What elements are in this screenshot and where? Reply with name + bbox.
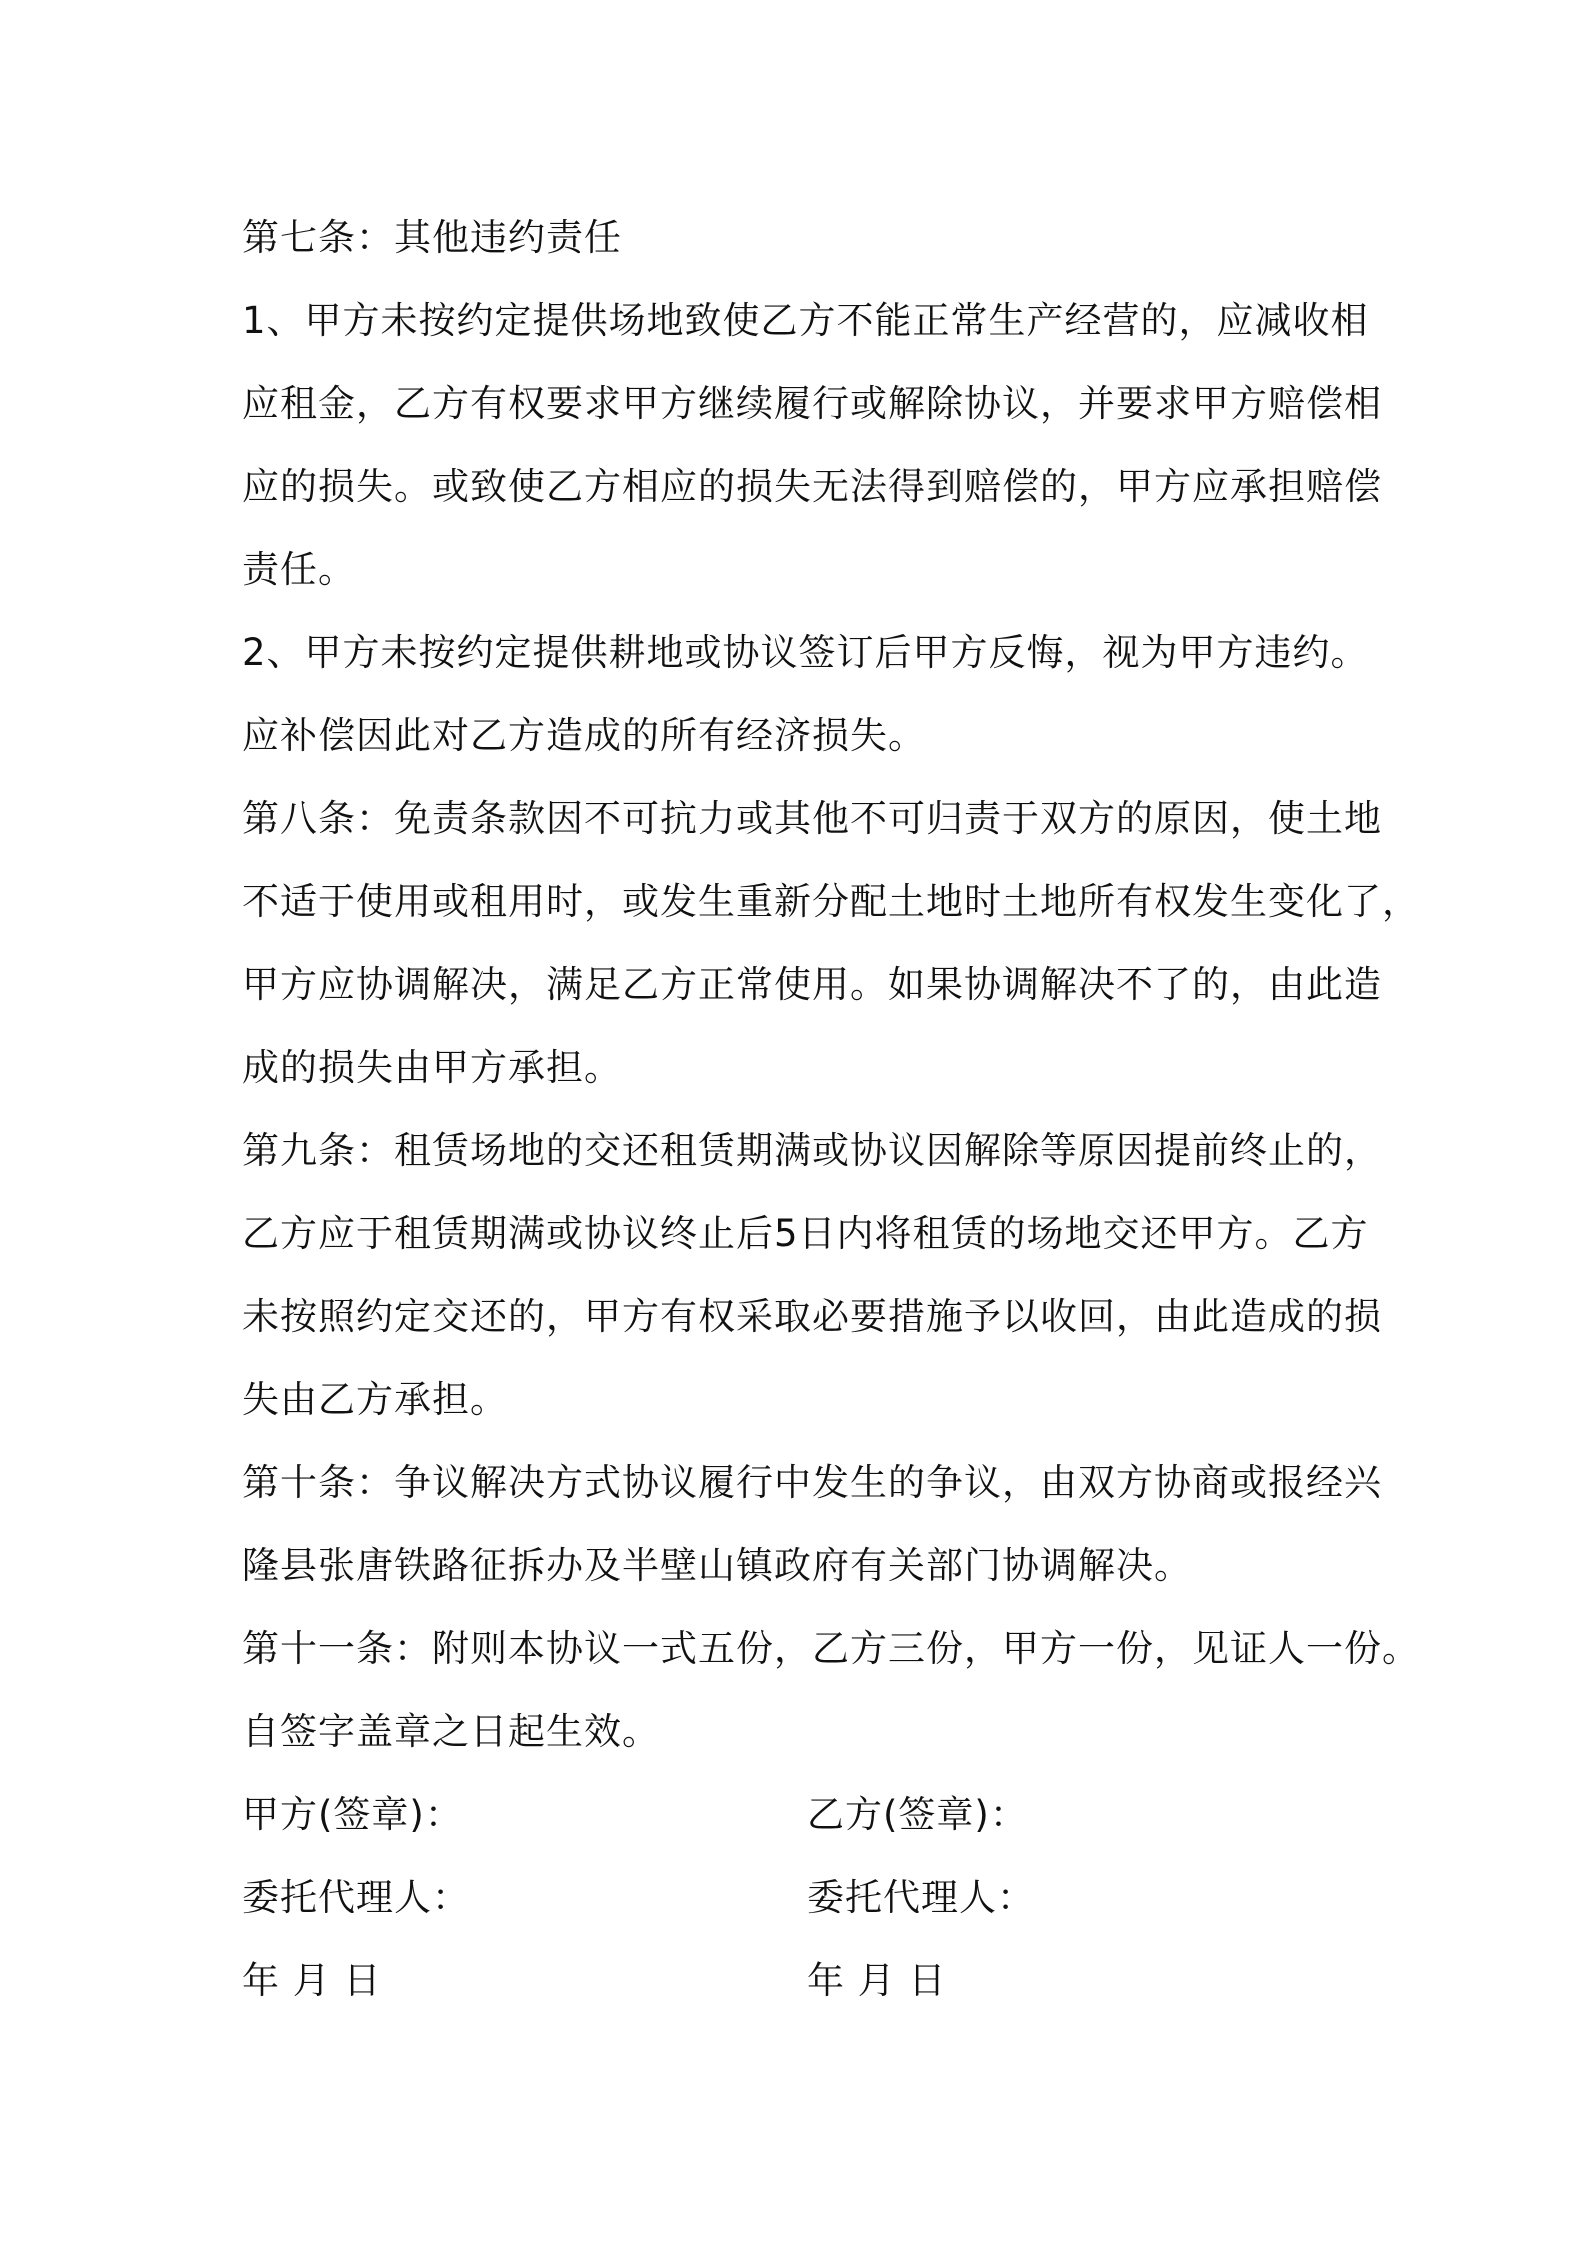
signature-row-agent — [242, 1856, 1362, 1939]
signature-row-party — [242, 1773, 1362, 1856]
party-a-signature-label: 甲方(签章)： — [242, 1793, 463, 1836]
party-b-signature-label: 乙方(签章)： — [807, 1793, 1028, 1836]
party-a-agent-label: 委托代理人： — [242, 1876, 470, 1919]
article-8-line-2: 不适于使用或租用时，或发生重新分配土地时土地所有权发生变化了， — [242, 880, 1420, 923]
article-10-line-2: 隆县张唐铁路征拆办及半壁山镇政府有关部门协调解决。 — [242, 1544, 1192, 1587]
article-9-line-3: 未按照约定交还的，甲方有权采取必要措施予以收回，由此造成的损 — [242, 1295, 1382, 1338]
article-11-line-1: 第十一条：附则本协议一式五份，乙方三份，甲方一份，见证人一份。 — [242, 1627, 1420, 1670]
article-7-heading: 第七条：其他违约责任 — [242, 216, 622, 259]
article-10-line-1: 第十条：争议解决方式协议履行中发生的争议，由双方协商或报经兴 — [242, 1461, 1382, 1504]
article-9-line-2: 乙方应于租赁期满或协议终止后5日内将租赁的场地交还甲方。乙方 — [242, 1212, 1369, 1255]
article-9-line-4: 失由乙方承担。 — [242, 1378, 508, 1421]
party-b-agent-label: 委托代理人： — [807, 1876, 1035, 1919]
article-7-clause-1-line-3: 应的损失。或致使乙方相应的损失无法得到赔偿的，甲方应承担赔偿 — [242, 465, 1382, 508]
signature-row-date — [242, 1939, 1362, 2022]
article-7-clause-2-line-1: 2、甲方未按约定提供耕地或协议签订后甲方反悔，视为甲方违约。 — [242, 631, 1369, 674]
article-8-line-4: 成的损失由甲方承担。 — [242, 1046, 622, 1089]
article-8-line-3: 甲方应协调解决，满足乙方正常使用。如果协调解决不了的，由此造 — [242, 963, 1382, 1006]
article-11-line-2: 自签字盖章之日起生效。 — [242, 1710, 660, 1753]
party-a-date-label: 年 月 日 — [242, 1959, 382, 2002]
party-b-date-label: 年 月 日 — [807, 1959, 947, 2002]
article-7-clause-1-line-1: 1、甲方未按约定提供场地致使乙方不能正常生产经营的，应减收相 — [242, 299, 1369, 342]
document-content — [242, 196, 1420, 2022]
article-9-line-1: 第九条：租赁场地的交还租赁期满或协议因解除等原因提前终止的， — [242, 1129, 1382, 1172]
article-8-line-1: 第八条：免责条款因不可抗力或其他不可归责于双方的原因，使土地 — [242, 797, 1382, 840]
article-7-clause-1-line-2: 应租金，乙方有权要求甲方继续履行或解除协议，并要求甲方赔偿相 — [242, 382, 1382, 425]
article-7-clause-2-line-2: 应补偿因此对乙方造成的所有经济损失。 — [242, 714, 926, 757]
article-7-clause-1-line-4: 责任。 — [242, 548, 356, 591]
